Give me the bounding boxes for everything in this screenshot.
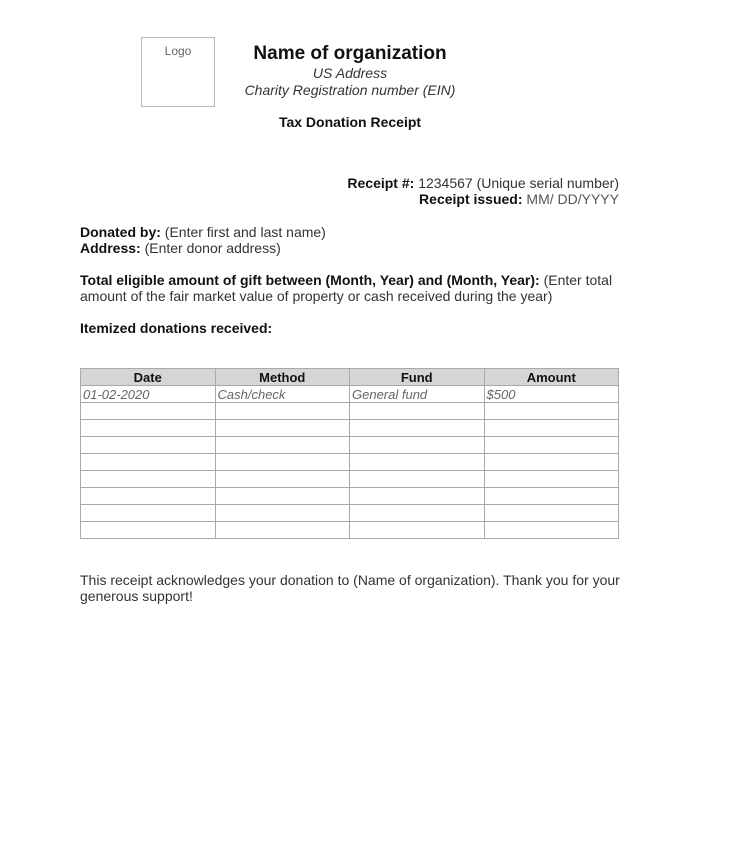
page-title: Tax Donation Receipt (278, 114, 422, 130)
receipt-number-value: 1234567 (Unique serial number) (418, 175, 619, 191)
fund-cell (350, 488, 485, 505)
method-cell (215, 522, 350, 539)
table-row (81, 437, 619, 454)
fund-cell (350, 437, 485, 454)
receipt-issued-value: MM/ DD/YYYY (526, 191, 619, 207)
date-cell (81, 505, 216, 522)
method-cell (215, 437, 350, 454)
method-cell (215, 403, 350, 420)
amount-cell (484, 471, 619, 488)
logo-label: Logo (164, 44, 192, 58)
total-amount-value: (Enter total amount of the fair market value of property or cash received during the year) (80, 272, 613, 304)
column-header-amount: Amount (484, 369, 619, 386)
date-cell (81, 454, 216, 471)
table-row (81, 471, 619, 488)
method-cell (215, 471, 350, 488)
donated-by-line (80, 224, 326, 240)
logo-placeholder (141, 37, 215, 107)
column-header-fund: Fund (350, 369, 485, 386)
fund-cell (350, 403, 485, 420)
method-cell (215, 420, 350, 437)
fund-cell (350, 471, 485, 488)
amount-cell (484, 454, 619, 471)
table-row (81, 403, 619, 420)
receipt-meta (347, 175, 619, 207)
donations-table (80, 368, 619, 539)
method-cell (215, 488, 350, 505)
organization-address: US Address (312, 65, 388, 81)
amount-cell (484, 403, 619, 420)
table-row (81, 505, 619, 522)
amount-cell (484, 420, 619, 437)
donor-address-line (80, 240, 326, 256)
fund-cell (350, 420, 485, 437)
total-amount-section (80, 272, 620, 304)
fund-cell (350, 454, 485, 471)
donated-by-value: (Enter first and last name) (164, 224, 326, 240)
fund-cell (350, 505, 485, 522)
method-cell: Cash/check (215, 386, 350, 403)
date-cell (81, 403, 216, 420)
receipt-issued-line (347, 191, 619, 207)
table-header-row (81, 369, 619, 386)
method-cell (215, 454, 350, 471)
receipt-issued-label: Receipt issued: (419, 191, 523, 207)
date-cell (81, 471, 216, 488)
organization-header (235, 43, 465, 99)
amount-cell (484, 437, 619, 454)
date-cell (81, 437, 216, 454)
date-cell (81, 420, 216, 437)
donor-info (80, 224, 326, 256)
table-row (81, 386, 619, 403)
fund-cell: General fund (350, 386, 485, 403)
amount-cell: $500 (484, 386, 619, 403)
donor-address-value: (Enter donor address) (144, 240, 281, 256)
fund-cell (350, 522, 485, 539)
date-cell: 01-02-2020 (81, 386, 216, 403)
organization-registration: Charity Registration number (EIN) (244, 82, 456, 98)
donor-address-label: Address: (80, 240, 141, 256)
receipt-number-line (347, 175, 619, 191)
date-cell (81, 522, 216, 539)
table-row (81, 488, 619, 505)
acknowledgement-text: This receipt acknowledges your donation to (Name of organization). Thank you for your generous support! (80, 572, 620, 604)
amount-cell (484, 522, 619, 539)
organization-name: Name of organization (253, 43, 447, 64)
method-cell (215, 505, 350, 522)
column-header-method: Method (215, 369, 350, 386)
column-header-date: Date (81, 369, 216, 386)
amount-cell (484, 505, 619, 522)
receipt-number-label: Receipt #: (347, 175, 415, 191)
date-cell (81, 488, 216, 505)
total-amount-label: Total eligible amount of gift between (Month, Year) and (Month, Year): (80, 272, 540, 288)
amount-cell (484, 488, 619, 505)
table-row (81, 454, 619, 471)
table-row (81, 420, 619, 437)
itemized-heading: Itemized donations received: (80, 320, 273, 336)
donated-by-label: Donated by: (80, 224, 161, 240)
table-row (81, 522, 619, 539)
